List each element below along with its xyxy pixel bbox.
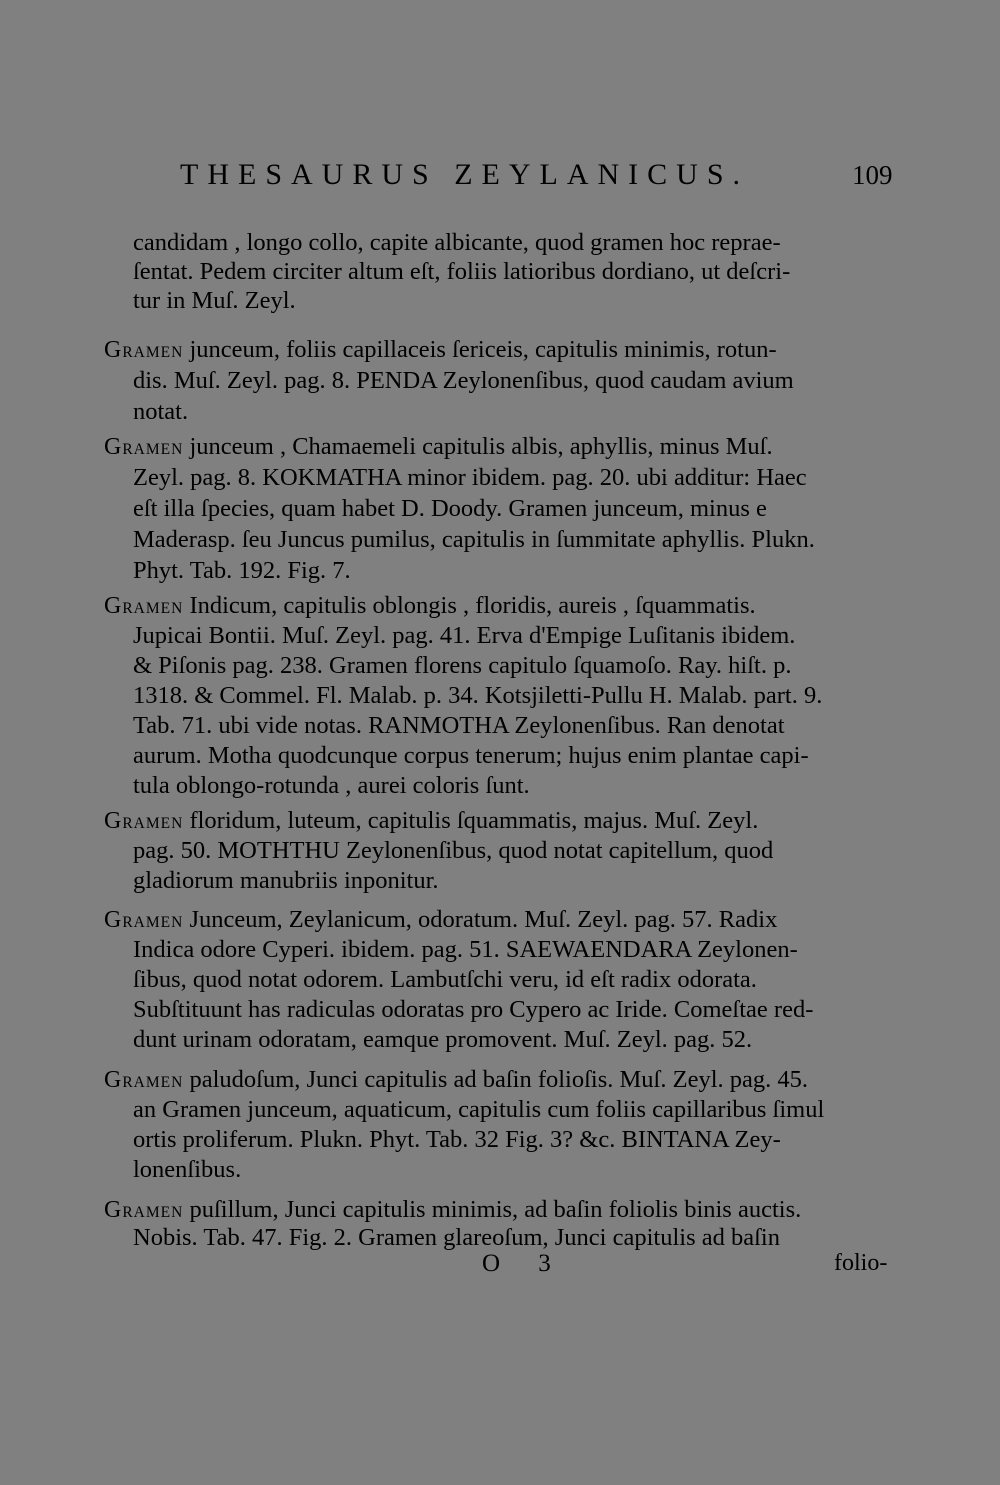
text-line: an Gramen junceum, aquaticum, capitulis cum foliis capillaribus ſimul bbox=[133, 1096, 825, 1123]
text-line: tur in Muſ. Zeyl. bbox=[133, 287, 296, 314]
page-number: 109 bbox=[852, 160, 893, 190]
text-line: & Piſonis pag. 238. Gramen florens capitulo ſquamoſo. Ray. hiſt. p. bbox=[133, 652, 792, 679]
text-line: 1318. & Commel. Fl. Malab. p. 34. Kotsjiletti-Pullu H. Malab. part. 9. bbox=[133, 682, 823, 709]
entry-lead-word: GRAMEN bbox=[104, 1197, 184, 1223]
entry-first-line bbox=[104, 806, 758, 836]
entry-first-line bbox=[104, 591, 756, 621]
running-title: THESAURUS ZEYLANICUS. bbox=[180, 158, 750, 191]
text-line: puſillum, Junci capitulis minimis, ad baſin foliolis binis auctis. bbox=[189, 1196, 802, 1223]
text-line: paludoſum, Junci capitulis ad baſin folioſis. Muſ. Zeyl. pag. 45. bbox=[189, 1066, 808, 1093]
entry-lead-word: GRAMEN bbox=[104, 434, 184, 460]
text-line: gladiorum manubriis inponitur. bbox=[133, 867, 439, 894]
text-line: ſentat. Pedem circiter altum eſt, foliis latioribus dordiano, ut deſcri- bbox=[133, 258, 791, 285]
text-line: Nobis. Tab. 47. Fig. 2. Gramen glareoſum, Junci capitulis ad baſin bbox=[133, 1224, 780, 1251]
text-line: dis. Muſ. Zeyl. pag. 8. PENDA Zeylonenſibus, quod caudam avium bbox=[133, 367, 794, 394]
text-line: Junceum, Zeylanicum, odoratum. Muſ. Zeyl. pag. 57. Radix bbox=[189, 906, 778, 933]
text-line: Maderasp. ſeu Juncus pumilus, capitulis in ſummitate aphyllis. Plukn. bbox=[133, 526, 815, 553]
text-line: floridum, luteum, capitulis ſquammatis, majus. Muſ. Zeyl. bbox=[189, 807, 759, 834]
entry-lead-word: GRAMEN bbox=[104, 593, 184, 619]
text-line: eſt illa ſpecies, quam habet D. Doody. Gramen junceum, minus e bbox=[133, 495, 767, 522]
entry-lead-word: GRAMEN bbox=[104, 337, 184, 363]
text-line: junceum, foliis capillaceis ſericeis, capitulis minimis, rotun- bbox=[189, 336, 777, 363]
text-line: candidam , longo collo, capite albicante, quod gramen hoc reprae- bbox=[133, 229, 781, 256]
text-line: Indicum, capitulis oblongis , floridis, aureis , ſquammatis. bbox=[189, 592, 756, 619]
page-footer bbox=[0, 1250, 1000, 1280]
entry-first-line bbox=[104, 1195, 801, 1225]
text-line: aurum. Motha quodcunque corpus tenerum; hujus enim plantae capi- bbox=[133, 742, 809, 769]
text-line: pag. 50. MOTHTHU Zeylonenſibus, quod notat capitellum, quod bbox=[133, 837, 774, 864]
text-line: Phyt. Tab. 192. Fig. 7. bbox=[133, 557, 351, 584]
entry-first-line bbox=[104, 432, 773, 462]
signature-mark: O 3 bbox=[482, 1250, 567, 1277]
text-line: dunt urinam odoratam, eamque promovent. Muſ. Zeyl. pag. 52. bbox=[133, 1026, 753, 1053]
text-line: tula oblongo-rotunda , aurei coloris ſunt. bbox=[133, 772, 530, 799]
text-line: Tab. 71. ubi vide notas. RANMOTHA Zeylonenſibus. Ran denotat bbox=[133, 712, 785, 739]
text-line: notat. bbox=[133, 398, 189, 425]
entry-lead-word: GRAMEN bbox=[104, 907, 184, 933]
text-line: junceum , Chamaemeli capitulis albis, aphyllis, minus Muſ. bbox=[189, 433, 773, 460]
text-line: Zeyl. pag. 8. KOKMATHA minor ibidem. pag. 20. ubi additur: Haec bbox=[133, 464, 807, 491]
text-line: lonenſibus. bbox=[133, 1156, 242, 1183]
running-head bbox=[0, 158, 1000, 198]
entry-first-line bbox=[104, 335, 777, 365]
text-line: ſibus, quod notat odorem. Lambutſchi veru, id eſt radix odorata. bbox=[133, 966, 757, 993]
text-line: Subſtituunt has radiculas odoratas pro Cypero ac Iride. Comeſtae red- bbox=[133, 996, 814, 1023]
text-line: Jupicai Bontii. Muſ. Zeyl. pag. 41. Erva d'Empige Luſitanis ibidem. bbox=[133, 622, 796, 649]
entry-first-line bbox=[104, 1065, 808, 1095]
entry-lead-word: GRAMEN bbox=[104, 808, 184, 834]
text-line: Indica odore Cyperi. ibidem. pag. 51. SAEWAENDARA Zeylonen- bbox=[133, 936, 798, 963]
catchword: folio- bbox=[834, 1250, 888, 1276]
text-line: ortis proliferum. Plukn. Phyt. Tab. 32 Fig. 3? &c. BINTANA Zey- bbox=[133, 1126, 781, 1153]
entry-lead-word: GRAMEN bbox=[104, 1067, 184, 1093]
entry-first-line bbox=[104, 905, 777, 935]
